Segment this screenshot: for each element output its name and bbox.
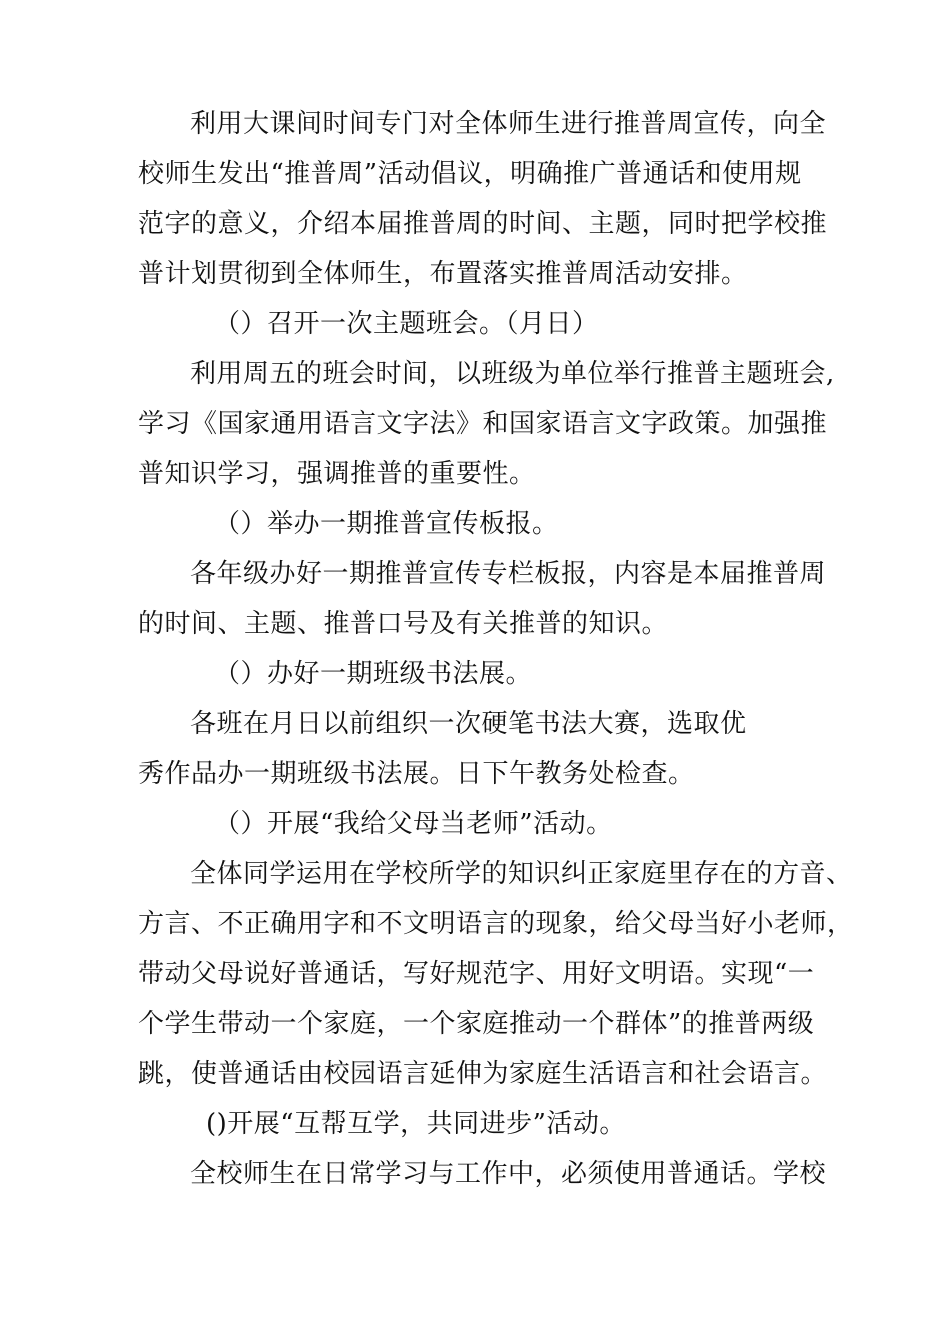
paragraph-line: 普计划贯彻到全体师生，布置落实推普周活动安排。 (138, 259, 748, 289)
paragraph-line: 各班在月日以前组织一次硬笔书法大赛，选取优 (190, 709, 747, 739)
section-heading: （）开展“我给父母当老师”活动。 (214, 809, 613, 839)
paragraph-line: 带动父母说好普通话，写好规范字、用好文明语。实现“一 (138, 959, 815, 989)
section-heading: （）召开一次主题班会。（月日） (214, 309, 599, 339)
paragraph-line: 学习《国家通用语言文字法》和国家语言文字政策。加强推 (138, 409, 828, 439)
paragraph-line: 全体同学运用在学校所学的知识纠正家庭里存在的方音、 (190, 859, 853, 889)
paragraph-line: 利用大课间时间专门对全体师生进行推普周宣传，向全 (190, 109, 827, 139)
paragraph-line: 各年级办好一期推普宣传专栏板报，内容是本届推普周 (190, 559, 827, 589)
paragraph-line: 跳，使普通话由校园语言延伸为家庭生活语言和社会语言。 (138, 1059, 828, 1089)
paragraph-line: 方言、不正确用字和不文明语言的现象，给父母当好小老师， (138, 909, 854, 939)
paragraph-line: 利用周五的班会时间，以班级为单位举行推普主题班会, (190, 359, 835, 389)
section-heading: （）办好一期班级书法展。 (214, 659, 533, 689)
paragraph-line: 校师生发出“推普周”活动倡议，明确推广普通话和使用规 (138, 159, 802, 189)
paragraph-line: 秀作品办一期班级书法展。日下午教务处检查。 (138, 759, 695, 789)
section-heading: ()开展“互帮互学，共同进步”活动。 (206, 1109, 626, 1139)
paragraph-line: 个学生带动一个家庭，一个家庭推动一个群体”的推普两级 (138, 1009, 815, 1039)
paragraph-line: 全校师生在日常学习与工作中，必须使用普通话。学校 (190, 1159, 827, 1189)
paragraph-line: 普知识学习，强调推普的重要性。 (138, 459, 536, 489)
paragraph-line: 的时间、主题、推普口号及有关推普的知识。 (138, 609, 669, 639)
paragraph-line: 范字的意义，介绍本届推普周的时间、主题，同时把学校推 (138, 209, 828, 239)
section-heading: （）举办一期推普宣传板报。 (214, 509, 559, 539)
